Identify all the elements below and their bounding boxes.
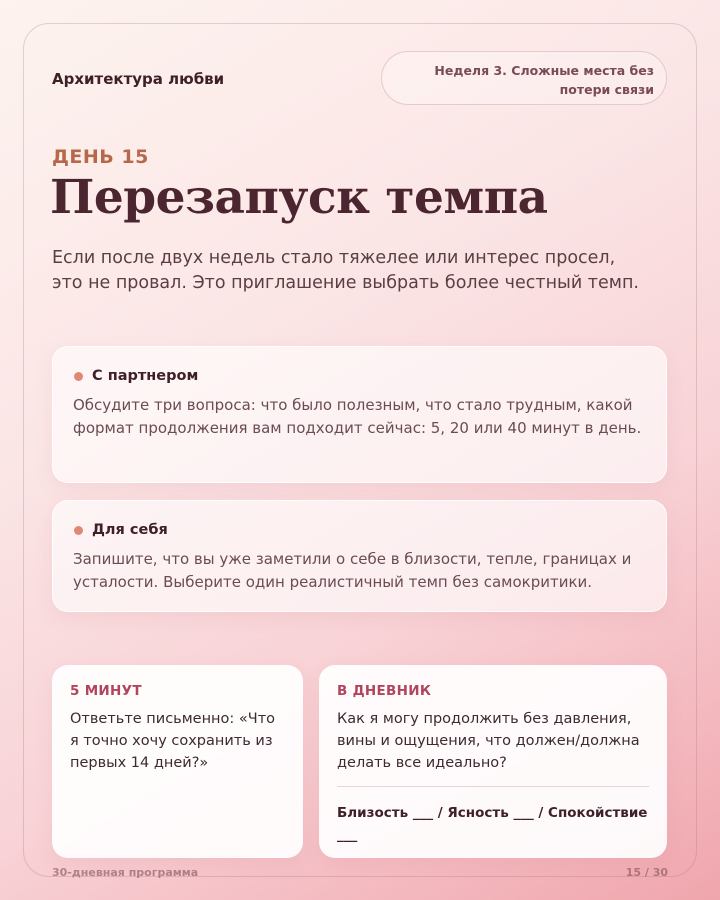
self-card	[52, 500, 667, 612]
bullet-dot-icon	[74, 526, 83, 535]
journal-label: В ДНЕВНИК	[337, 683, 432, 699]
week-badge: Неделя 3. Сложные места без потери связи	[381, 51, 667, 105]
divider	[337, 786, 649, 787]
page-title: Перезапуск темпа	[50, 170, 548, 225]
day-label: ДЕНЬ 15	[52, 146, 149, 168]
brand-title: Архитектура любви	[52, 70, 225, 88]
rating-scale: Близость ___ / Ясность ___ / Спокойствие ___	[337, 805, 648, 843]
partner-card	[52, 346, 667, 483]
lead-text: Если после двух недель стало тяжелее или интерес просел, это не провал. Это приглашение выбрать более честный темп.	[52, 248, 639, 293]
journal-text: Как я могу продолжить без давления, вины и ощущения, что должен/должна делать все идеально?	[337, 711, 640, 771]
five-minutes-label: 5 МИНУТ	[70, 683, 142, 699]
five-minutes-box	[52, 665, 303, 858]
self-card-title: Для себя	[92, 522, 168, 538]
footer-program: 30-дневная программа	[52, 866, 199, 879]
self-card-text: Запишите, что вы уже заметили о себе в близости, тепле, границах и усталости. Выберите один реалистичный темп без самокритики.	[73, 550, 632, 591]
bullet-dot-icon	[74, 372, 83, 381]
partner-card-text: Обсудите три вопроса: что было полезным, что стало трудным, какой формат продолжения вам подходит сейчас: 5, 20 или 40 минут в день.	[73, 396, 642, 437]
five-minutes-text: Ответьте письменно: «Что я точно хочу сохранить из первых 14 дней?»	[70, 711, 276, 771]
page-number: 15 / 30	[625, 866, 668, 879]
partner-card-title: С партнером	[92, 368, 199, 384]
journal-box	[319, 665, 667, 858]
